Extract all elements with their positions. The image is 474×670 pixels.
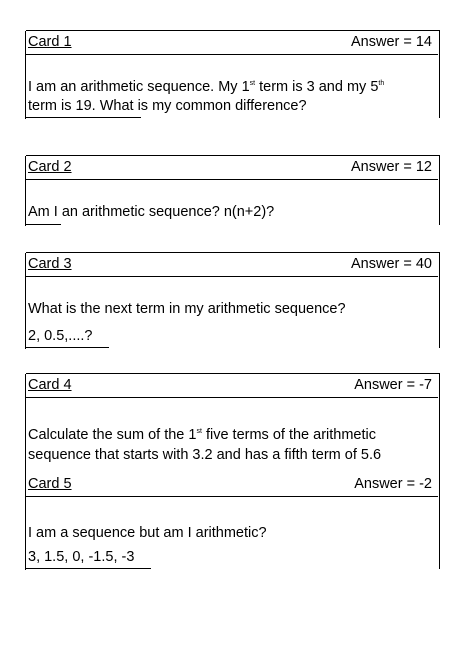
card-5-header <box>26 473 438 497</box>
card-5-answer: Answer = -2 <box>354 476 432 492</box>
card-5-label: Card 5 <box>28 476 72 492</box>
card-4-5-box <box>26 373 440 569</box>
card-1-left-border <box>25 31 26 119</box>
card-1-bottom-border <box>25 117 141 118</box>
card-5-question-line-1: I am a sequence but am I arithmetic? <box>28 525 267 541</box>
card-2-question-line-1: Am I an arithmetic sequence? n(n+2)? <box>28 204 275 220</box>
card-2-header <box>26 156 438 180</box>
card-4-5-left-border <box>25 374 26 570</box>
card-3-bottom-border <box>25 347 109 348</box>
card-1-header <box>26 31 438 55</box>
card-3-answer: Answer = 40 <box>350 256 432 272</box>
card-3-question-line-1: What is the next term in my arithmetic sequence? <box>28 301 346 317</box>
card-4-question-line-2: sequence that starts with 3.2 and has a fifth term of 5.6 <box>28 447 382 463</box>
card-1-question-line-1: I am an arithmetic sequence. My 1st term is 3 and my 5th <box>28 79 385 95</box>
card-2-answer: Answer = 12 <box>350 159 432 175</box>
card-1-question-line-2: term is 19. What is my common difference? <box>28 98 307 114</box>
card-2-bottom-border <box>25 224 61 225</box>
card-4-answer: Answer = -7 <box>354 377 432 393</box>
card-2-left-border <box>25 156 26 226</box>
card-1 <box>26 30 440 118</box>
card-2-label: Card 2 <box>28 159 72 175</box>
card-3-question-line-2: 2, 0.5,....? <box>28 328 93 344</box>
card-2 <box>26 155 440 225</box>
card-3-left-border <box>25 253 26 349</box>
card-4-header <box>26 374 438 398</box>
card-3 <box>26 252 440 348</box>
card-1-label: Card 1 <box>28 34 72 50</box>
card-1-answer: Answer = 14 <box>350 34 432 50</box>
card-5-question-line-2: 3, 1.5, 0, -1.5, -3 <box>28 549 135 565</box>
card-3-header <box>26 253 438 277</box>
card-3-label: Card 3 <box>28 256 72 272</box>
card-4-label: Card 4 <box>28 377 72 393</box>
card-5-bottom-border <box>25 568 151 569</box>
card-4-question-line-1: Calculate the sum of the 1st five terms of the arithmetic <box>28 427 376 443</box>
